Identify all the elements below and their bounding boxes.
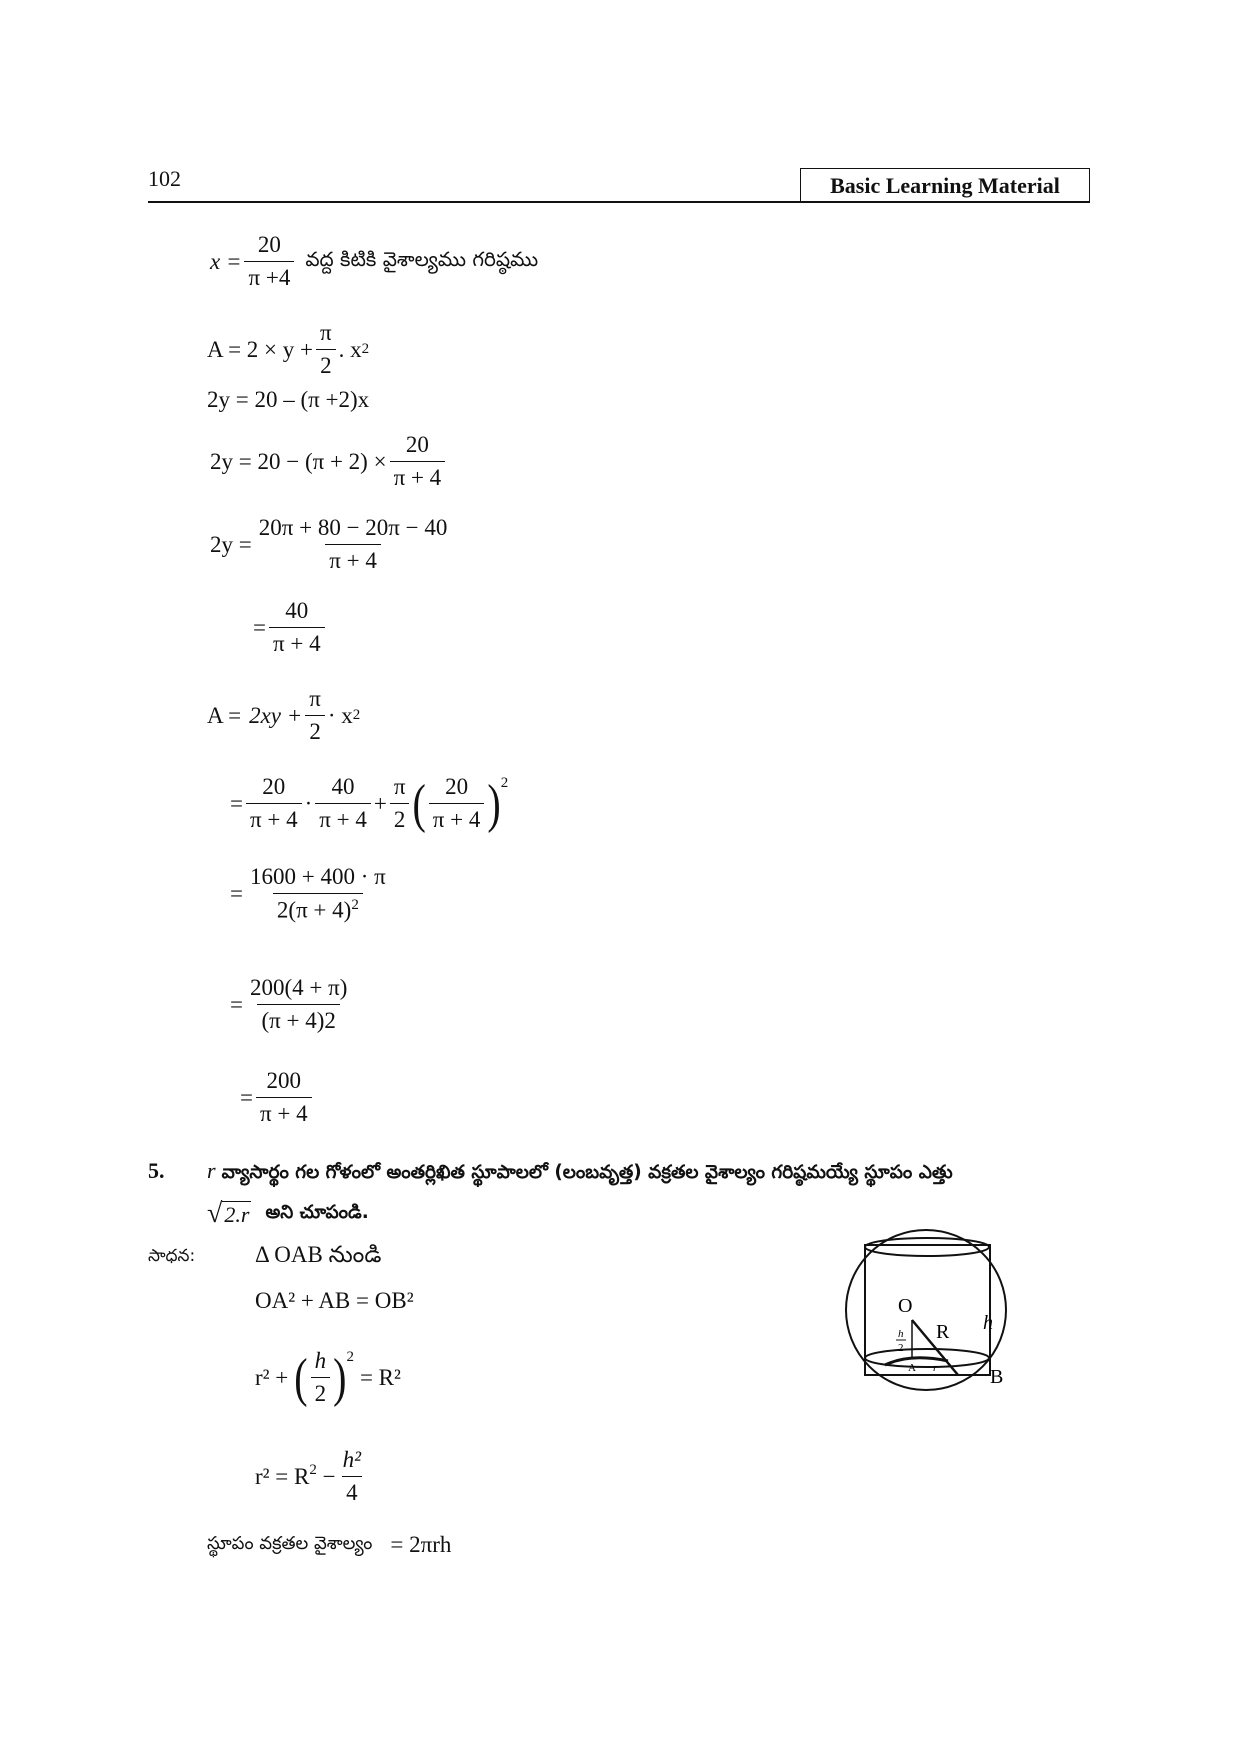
s3-frac: $\frac{h}{2}$ (311, 1348, 331, 1407)
cylinder-top (865, 1238, 989, 1256)
label-O: O (898, 1295, 913, 1317)
l8-frac-1: $\frac{20}{\pi + 4}$ (246, 774, 302, 833)
l9-lhs: = (230, 880, 243, 906)
l11-frac: $\frac{200}{\pi + 4}$ (256, 1068, 312, 1127)
l4-lhs: 2y = 20 − (π + 2) × (210, 448, 387, 474)
l8-frac-2: $\frac{40}{\pi + 4}$ (315, 774, 371, 833)
s2-text: OA² + AB = OB² (255, 1288, 414, 1313)
l10-frac: $\frac{200(4 + \pi)}{(\pi + 4)2}$ (249, 975, 348, 1033)
l8-lhs: = (230, 790, 243, 816)
line-6 (253, 598, 328, 657)
l1-frac: $\frac{20}{\pi +4}$ (244, 232, 294, 291)
l8-frac-3: $\frac{\pi}{2}$ (390, 774, 410, 833)
solution-line-1 (255, 1242, 381, 1274)
l6-frac: $\frac{40}{\pi + 4}$ (269, 598, 325, 657)
problem-text: వ్యాసార్థం గల గోళంలో అంతర్లిఖిత స్థూపాలలో (లంబవృత్త) వక్రతల వైశాల్యం గరిష్ఠమయ్యే స్థూపం ఎత్తు (221, 1162, 953, 1183)
l7-frac: $\frac{\pi}{2}$ (305, 686, 325, 745)
label-h-den: 2 (898, 1342, 904, 1354)
l7-mid: 2xy + (249, 702, 303, 728)
solution-line-2 (255, 1288, 414, 1314)
line-10 (230, 975, 354, 1034)
sphere-cylinder-diagram (840, 1225, 1030, 1395)
l7-rhs: · x (327, 702, 353, 728)
line-9 (230, 864, 393, 924)
l1-text: వద్ద కిటికి వైశాల్యము గరిష్ఠము (305, 247, 539, 271)
l3-text: 2y = 20 – (π +2)x (207, 387, 370, 412)
l10-lhs: = (230, 991, 243, 1017)
solution-label: సాధన: (148, 1246, 196, 1266)
s1-text: Δ OAB నుండి (255, 1242, 382, 1267)
solution-line-3: r² + ( $\frac{h}{2}$ ) $^2$ = R² (255, 1346, 401, 1408)
problem-var-r: r (207, 1158, 216, 1183)
label-h-num: h (898, 1328, 904, 1340)
line-2: A = 2 × y + $\frac{\pi}{2}$ . x 2 (207, 320, 370, 378)
sqrt-arg: 2.r (224, 1201, 250, 1227)
l1-lhs: x = (210, 248, 242, 274)
s3-b: = R² (359, 1364, 401, 1390)
l7-lhs: A = (207, 702, 242, 728)
l4-frac: $\frac{20}{\pi + 4}$ (390, 432, 446, 491)
solution-line-4: r² = R $^2$ − $\frac{\text{h²}}{4}$ (255, 1447, 368, 1506)
l2-rhs: . x (338, 336, 362, 362)
s4-frac: $\frac{\text{h²}}{4}$ (342, 1447, 362, 1505)
label-h: h (983, 1312, 993, 1334)
l5-frac: $\frac{20\pi + 80 - 20\pi - 40}{\pi + 4}$ (258, 515, 448, 573)
problem-line-1 (207, 1158, 1092, 1187)
l2-lhs: A = 2 × y + (207, 336, 314, 362)
problem-line-2: √ 2.r అని చూపండి. (207, 1198, 369, 1229)
problem-number: 5. (148, 1158, 165, 1183)
line-3 (207, 387, 369, 413)
l2-frac: $\frac{\pi}{2}$ (316, 320, 336, 379)
s5-eq: = 2πrh (390, 1532, 452, 1557)
page-number: 102 (148, 166, 181, 191)
line-1 (210, 232, 538, 291)
label-R: R (936, 1321, 950, 1343)
s5-text: స్థూపం వక్రతల వైశాల్యం (207, 1532, 373, 1554)
l6-lhs: = (253, 614, 266, 640)
s3-a: r² + (255, 1364, 289, 1390)
l9-frac: $\frac{1600 + 400 \cdot \pi}{2(\pi + 4)^2}$ (249, 864, 386, 923)
cylinder-body (865, 1245, 990, 1375)
s4-a: r² = R (255, 1463, 310, 1489)
l8-plus: + (373, 790, 387, 816)
l5-lhs: 2y = (210, 531, 252, 557)
label-r: r (933, 1362, 938, 1374)
header-title: Basic Learning Material (800, 168, 1090, 202)
line-5 (210, 515, 454, 574)
solution-line-5 (207, 1532, 451, 1558)
label-B: B (990, 1366, 1004, 1388)
line-8: = $\frac{20}{\pi + 4}$ · $\frac{40}{\pi + 4}$ + $\frac{\pi}{2}$ ( $\frac{20}{\pi + 4}$ ) $^2$ (230, 772, 509, 834)
l8-dot: · (304, 790, 313, 816)
line-11 (240, 1068, 315, 1127)
line-4 (210, 432, 448, 491)
l8-frac-4: $\frac{20}{\pi + 4}$ (429, 774, 485, 833)
label-A: A (908, 1362, 916, 1374)
l11-lhs: = (240, 1084, 253, 1110)
line-7: A = 2xy + $\frac{\pi}{2}$ · x 2 (207, 686, 361, 744)
header-rule (148, 201, 1090, 203)
base-arc (885, 1358, 948, 1365)
problem-text-2: అని చూపండి. (265, 1201, 369, 1223)
